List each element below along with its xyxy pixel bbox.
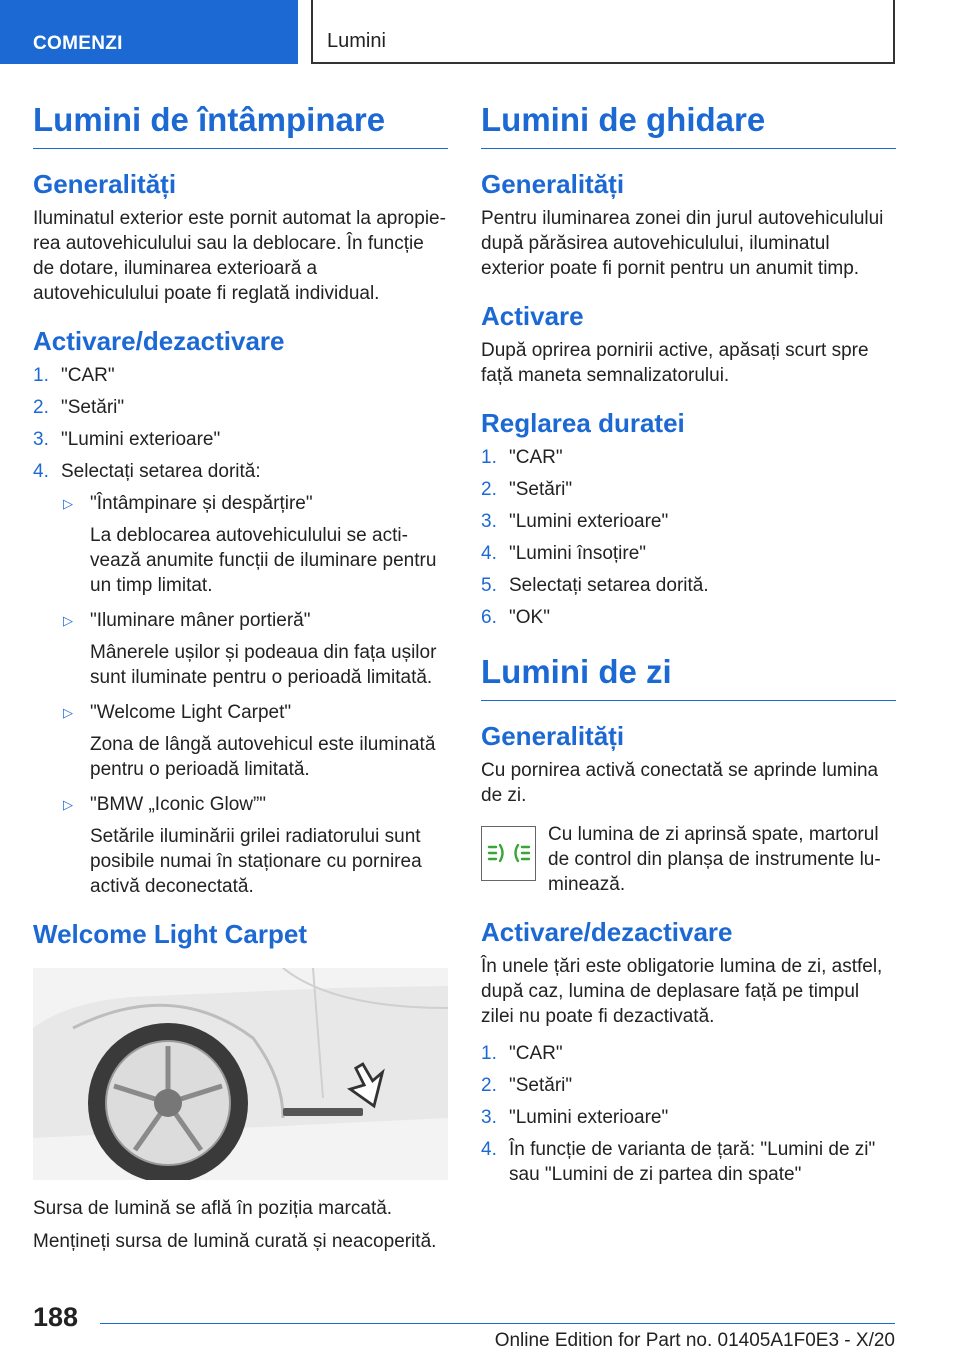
step-item [481,541,896,566]
step-text: "OK" [509,607,550,629]
option-item [33,491,448,598]
step-text: "CAR" [509,1043,563,1065]
activate-paragraph: După oprirea pornirii active, apăsați scurt spre față maneta semnalizatorului. [481,339,869,386]
chapter-title: Lumini [311,0,895,64]
triangle-bullet-icon: ▷ [63,796,73,812]
option-title: "BMW „Iconic Glow”" [90,793,267,815]
day-activation-paragraph: În unele țări este obligatorie lumina de zi, astfel, după caz, lumina de deplasare față pe timpul zilei nu poate fi dezactivată. [481,956,883,1028]
general-heading: Generalități [33,168,177,199]
step-number: 3. [481,1107,497,1129]
step-text: "CAR" [61,364,115,386]
setting-options [33,491,448,899]
option-item [33,792,448,899]
section-title-guide-lights: Lumini de ghidare [481,100,896,149]
footer-divider [100,1323,895,1324]
triangle-bullet-icon: ▷ [63,704,73,720]
step-number: 2. [481,1075,497,1097]
step-text: În funcție de varianta de țară: "Lumini de zi" sau "Lumini de zi partea din spate" [509,1139,876,1186]
left-column [33,100,448,1254]
step-item [33,427,448,452]
guide-general-heading: Generalități [481,168,625,199]
option-description: La deblocarea autovehiculului se acti-vează anumite funcții de iluminare pentru un timp limitat. [90,524,437,596]
carpet-maintenance-text: Mențineți sursa de lumină curată și neacoperită. [33,1231,437,1253]
step-item [33,459,448,484]
edition-text: Online Edition for Part no. 01405A1F0E3 - X/20 [494,1330,895,1351]
step-text: Selectați setarea dorită: [61,460,261,482]
option-description: Zona de lângă autovehicul este iluminată pentru o perioadă limitată. [90,733,436,780]
car-wheel-illustration [33,968,448,1180]
step-text: "Setări" [509,479,573,501]
step-item [481,573,896,598]
step-text: "Lumini exterioare" [61,428,221,450]
step-item [481,1105,896,1130]
option-description: Setările iluminării grilei radiatorului sunt posibile numai în staționare cu pornirea activă deconectată. [90,825,422,897]
section-title-daytime-lights: Lumini de zi [481,652,896,701]
activation-heading: Activare/dezactivare [33,325,285,356]
step-number: 1. [33,364,49,386]
section-tab: COMENZI [0,0,298,64]
activation-steps [33,363,448,484]
daytime-running-light-icon [481,826,536,881]
page-number: 188 [33,1302,79,1332]
carpet-location-text: Sursa de lumină se află în poziția marcată. [33,1198,393,1220]
indicator-note-text: Cu lumina de zi aprinsă spate, martorul de control din planșa de instrumente lu-minează. [548,823,881,895]
daytime-indicator-note [481,822,896,897]
step-text: "Setări" [61,396,125,418]
step-number: 5. [481,575,497,597]
carpet-heading: Welcome Light Carpet [33,918,308,949]
option-title: "Welcome Light Carpet" [90,701,292,723]
step-text: "CAR" [509,447,563,469]
option-item [33,608,448,690]
day-general-paragraph: Cu pornirea activă conectată se aprinde lumina de zi. [481,759,879,806]
right-column [481,100,896,1194]
step-item [33,395,448,420]
day-activation-heading: Activare/dezactivare [481,916,733,947]
step-number: 6. [481,607,497,629]
step-number: 4. [33,460,49,482]
triangle-bullet-icon: ▷ [63,495,73,511]
step-number: 3. [481,511,497,533]
option-description: Mânerele ușilor și podeaua din fața ușilor sunt iluminate pentru o perioadă limitată. [90,641,437,688]
activate-heading: Activare [481,300,584,331]
option-item [33,700,448,782]
step-text: "Lumini însoțire" [509,543,647,565]
option-title: "Iluminare mâner portieră" [90,609,311,631]
section-title-welcome-lights: Lumini de întâmpinare [33,100,448,149]
step-number: 1. [481,1043,497,1065]
step-item [481,1041,896,1066]
step-number: 4. [481,1139,497,1161]
step-item [481,605,896,630]
step-text: "Setări" [509,1075,573,1097]
option-title: "Întâmpinare și despărțire" [90,492,313,514]
step-item [481,445,896,470]
guide-general-paragraph: Pentru iluminarea zonei din jurul autovehiculului după părăsirea autovehiculului, iluminatul exterior poate fi pornit pentru un anumit timp. [481,207,884,279]
step-text: Selectați setarea dorită. [509,575,709,597]
step-item [481,1137,896,1187]
step-number: 1. [481,447,497,469]
step-item [33,363,448,388]
triangle-bullet-icon: ▷ [63,612,73,628]
step-number: 2. [481,479,497,501]
step-item [481,477,896,502]
duration-heading: Reglarea duratei [481,407,685,438]
general-paragraph: Iluminatul exterior este pornit automat la apropie-rea autovehiculului sau la deblocare. În funcție de dotare, iluminarea exterioară a autovehiculului poate fi reglată individual. [33,207,446,304]
step-text: "Lumini exterioare" [509,511,669,533]
day-general-heading: Generalități [481,720,625,751]
step-number: 2. [33,396,49,418]
step-item [481,509,896,534]
step-number: 4. [481,543,497,565]
day-steps [481,1041,896,1187]
step-text: "Lumini exterioare" [509,1107,669,1129]
duration-steps [481,445,896,630]
step-number: 3. [33,428,49,450]
step-item [481,1073,896,1098]
